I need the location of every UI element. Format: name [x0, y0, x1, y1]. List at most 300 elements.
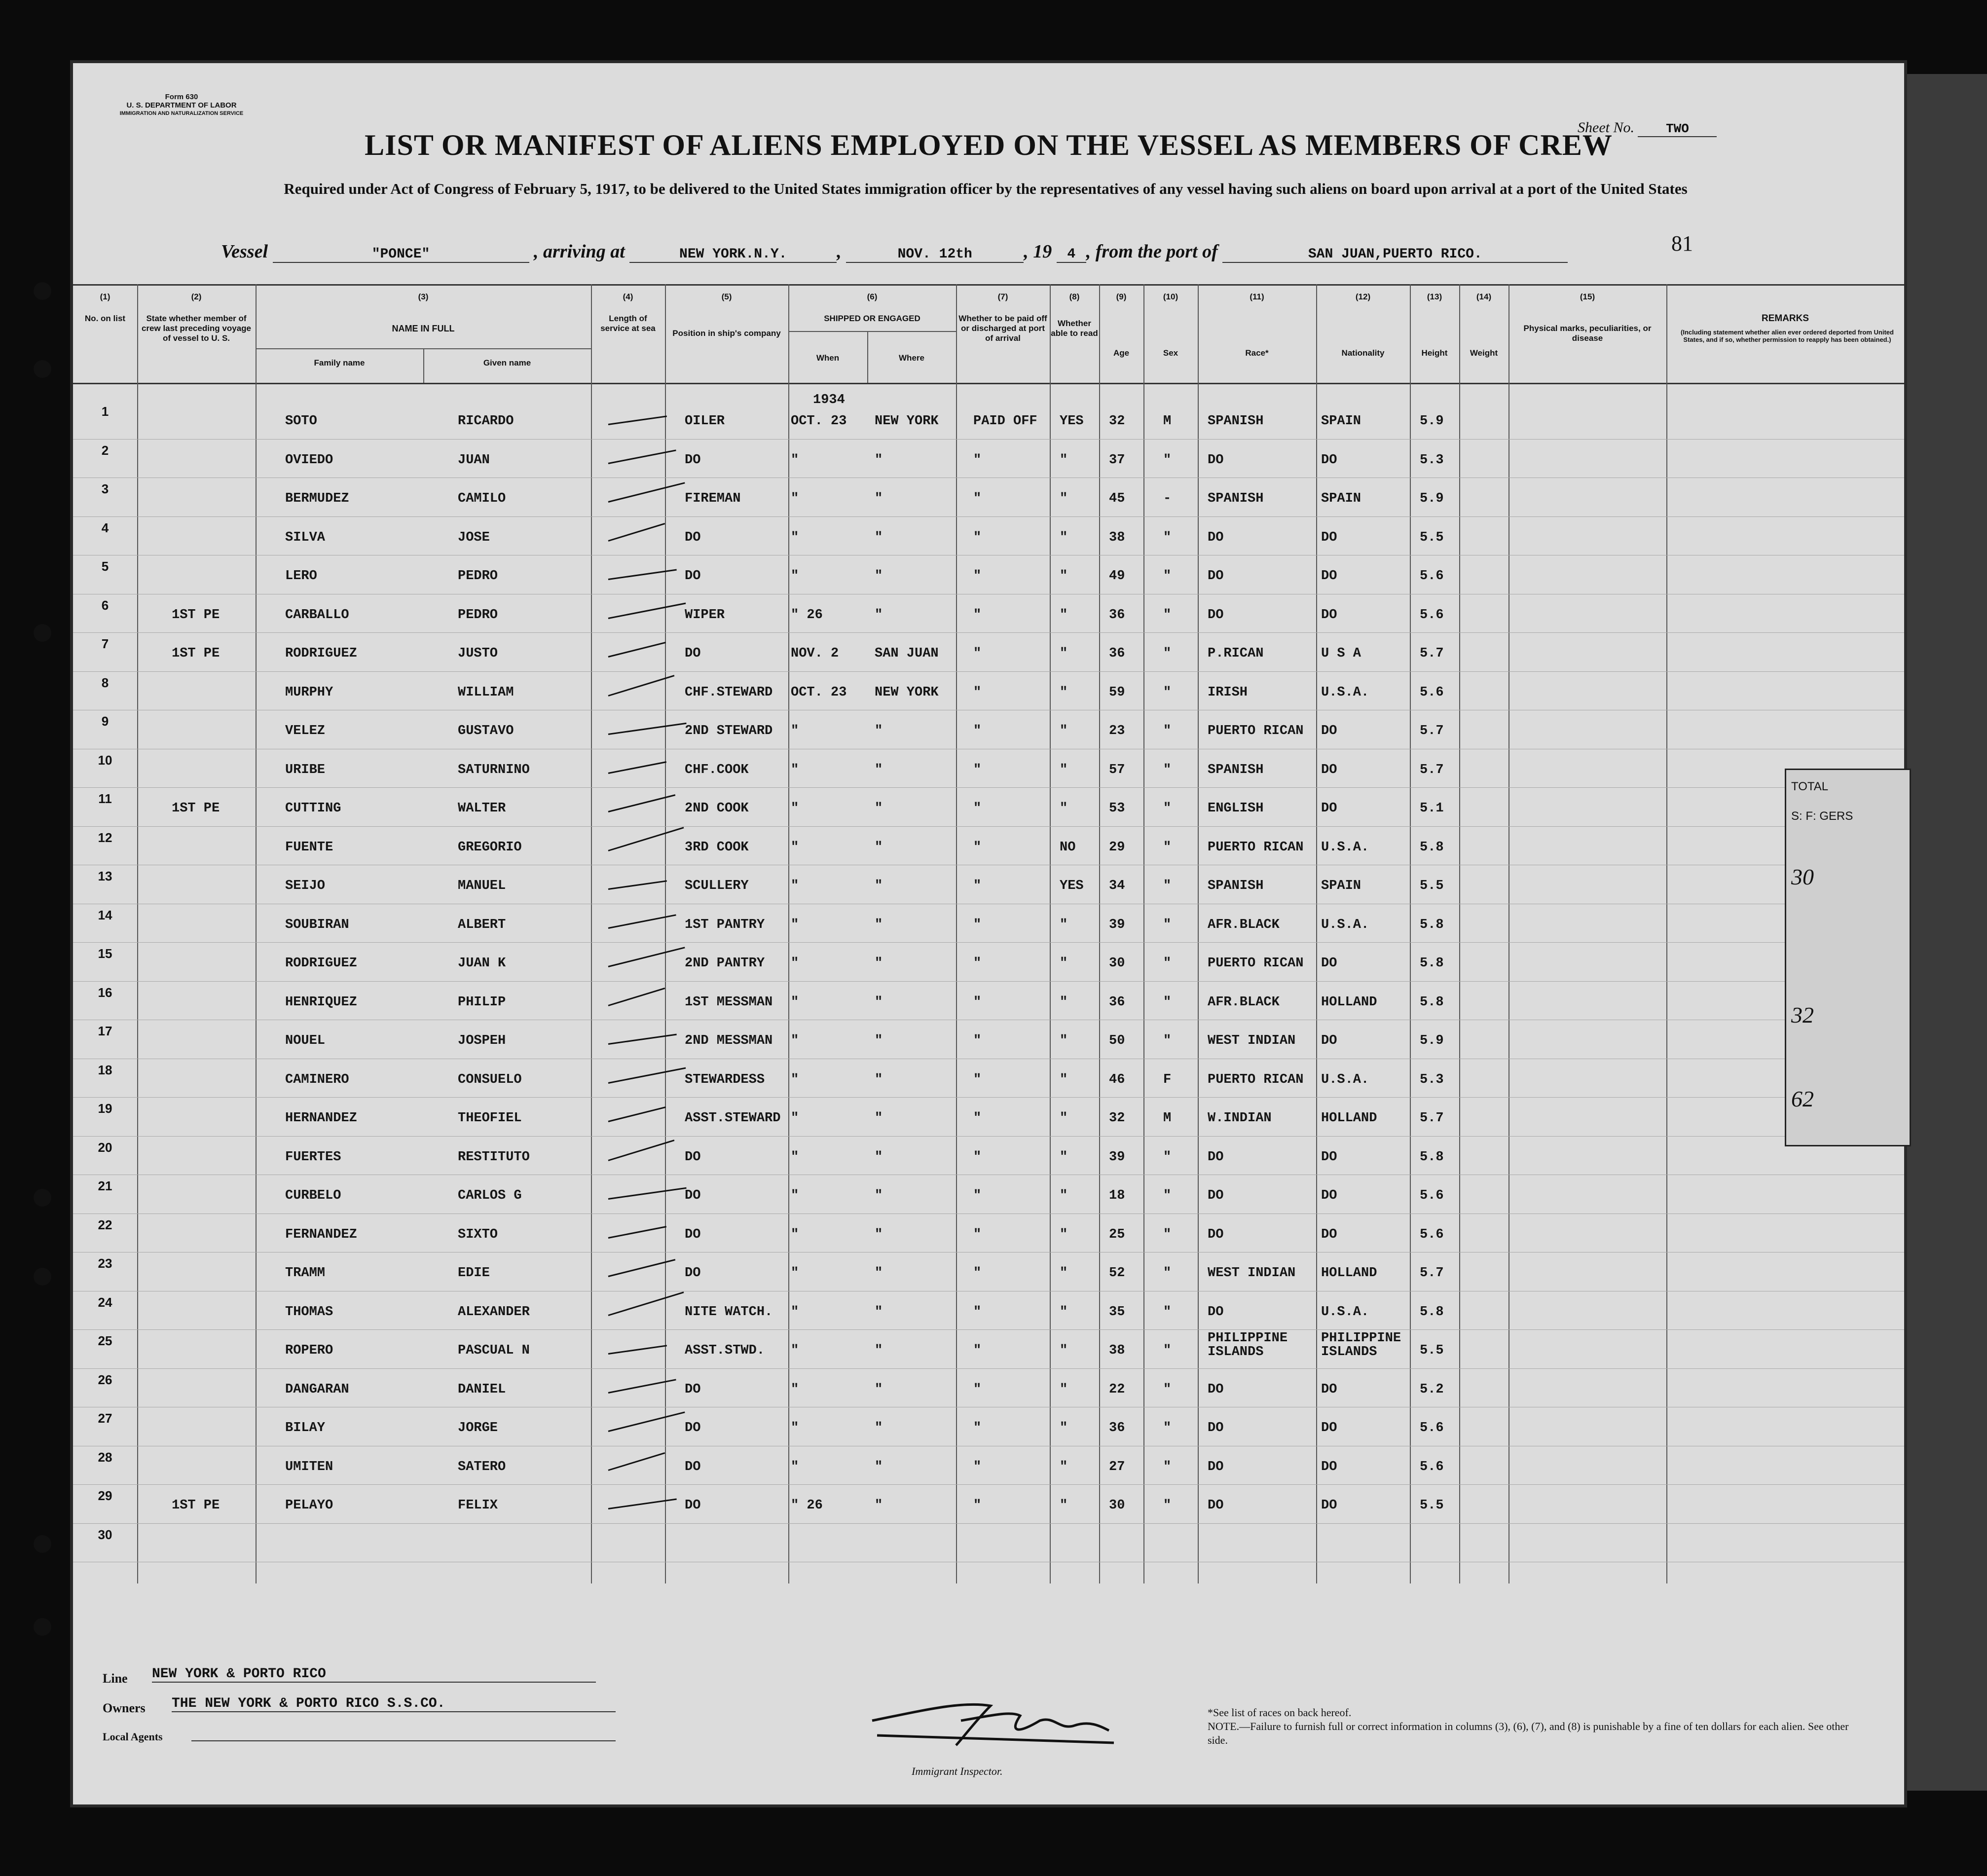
- age: 29: [1109, 840, 1125, 855]
- age: 36: [1109, 1421, 1125, 1435]
- position: 3RD COOK: [685, 840, 749, 855]
- column-number: (3): [418, 292, 429, 301]
- service-tick-mark: [608, 1345, 667, 1355]
- family-name: FUENTE: [285, 840, 333, 855]
- shipped-where: NEW YORK: [875, 414, 939, 429]
- line-label: Line: [103, 1671, 128, 1686]
- nationality: DO: [1321, 1459, 1337, 1474]
- family-name: SOTO: [285, 414, 317, 429]
- column-number: (4): [623, 292, 633, 301]
- shipped-where: ": [875, 530, 883, 545]
- shipped-when: NOV. 2: [791, 646, 839, 661]
- age: 50: [1109, 1033, 1125, 1048]
- shipped-when: ": [791, 762, 799, 777]
- service-tick-mark: [608, 1291, 684, 1316]
- shipped-where: ": [875, 1304, 883, 1320]
- able-to-read: ": [1060, 724, 1068, 738]
- paid-off: ": [973, 646, 982, 661]
- shipped-when: ": [791, 491, 799, 506]
- height: 5.5: [1420, 879, 1444, 893]
- family-name: SOUBIRAN: [285, 917, 349, 932]
- column-number: (9): [1116, 292, 1127, 301]
- table-row: [73, 787, 1904, 826]
- column-header-c6: SHIPPED OR ENGAGED: [824, 314, 920, 323]
- position: 1ST PANTRY: [685, 917, 765, 932]
- age: 57: [1109, 762, 1125, 777]
- age: 38: [1109, 1343, 1125, 1358]
- age: 53: [1109, 801, 1125, 816]
- department: U. S. DEPARTMENT OF LABOR: [126, 101, 237, 110]
- age: 45: [1109, 491, 1125, 506]
- given-name: SATURNINO: [458, 762, 530, 777]
- age: 27: [1109, 1459, 1125, 1474]
- service-tick-mark: [608, 522, 665, 541]
- column-number: (6): [867, 292, 878, 301]
- column-number: (12): [1355, 292, 1371, 301]
- nationality: SPAIN: [1321, 414, 1361, 429]
- able-to-read: ": [1060, 994, 1068, 1010]
- height: 5.9: [1420, 414, 1444, 429]
- shipped-where: ": [875, 1072, 883, 1087]
- row-number: 28: [98, 1449, 112, 1465]
- race: DO: [1208, 530, 1224, 545]
- note-penalty: NOTE.—Failure to furnish full or correct information in columns (3), (6), (7), and (8) is punishable by a fine of ten dollars for each alien. See other side.: [1208, 1720, 1849, 1746]
- height: 5.5: [1420, 530, 1444, 545]
- name-divider: [423, 348, 424, 383]
- form-header: [108, 93, 256, 118]
- paid-off: ": [973, 452, 982, 468]
- table-row: [73, 1214, 1904, 1252]
- column-header-c15: Physical marks, peculiarities, or disease: [1523, 324, 1652, 343]
- shipped-when: ": [791, 879, 799, 893]
- shipped-when: OCT. 23: [791, 414, 847, 429]
- position: DO: [685, 1149, 701, 1165]
- table-row: [73, 904, 1904, 943]
- able-to-read: ": [1060, 646, 1068, 661]
- owners-value: THE NEW YORK & PORTO RICO S.S.CO.: [172, 1696, 616, 1712]
- shipped-when: ": [791, 569, 799, 584]
- from-label: , from the port of: [1086, 241, 1218, 262]
- prev-voyage: 1ST PE: [172, 801, 220, 816]
- shipped-where: ": [875, 1033, 883, 1048]
- shipped-when: ": [791, 1382, 799, 1397]
- given-name: JUSTO: [458, 646, 498, 661]
- service-tick-mark: [608, 1187, 687, 1200]
- column-header-c5: Position in ship's company: [672, 329, 781, 338]
- prev-voyage: 1ST PE: [172, 646, 220, 661]
- box-label-gers: S: F: GERS: [1791, 809, 1853, 823]
- position: 2ND STEWARD: [685, 724, 773, 738]
- position: DO: [685, 1227, 701, 1242]
- sex: ": [1163, 569, 1172, 584]
- table-row: [73, 516, 1904, 555]
- race: DO: [1208, 607, 1224, 623]
- height: 5.6: [1420, 569, 1444, 584]
- agents-line: [191, 1740, 616, 1741]
- position: DO: [685, 1498, 701, 1513]
- page-title: LIST OR MANIFEST OF ALIENS EMPLOYED ON THE VESSEL AS MEMBERS OF CREW: [365, 129, 1613, 161]
- given-name: JOSE: [458, 530, 490, 545]
- able-to-read: ": [1060, 917, 1068, 932]
- able-to-read: ": [1060, 452, 1068, 468]
- shipped-when: ": [791, 1033, 799, 1048]
- height: 5.8: [1420, 994, 1444, 1010]
- column-header-c13: Height: [1421, 348, 1448, 358]
- row-number: 6: [101, 597, 109, 613]
- note-races: *See list of races on back hereof.: [1208, 1706, 1352, 1719]
- able-to-read: ": [1060, 1188, 1068, 1203]
- sex: ": [1163, 1304, 1172, 1320]
- nationality: U.S.A.: [1321, 685, 1369, 700]
- race: AFR.BLACK: [1208, 994, 1280, 1010]
- shipped-when: ": [791, 1343, 799, 1358]
- box-label-total: TOTAL: [1791, 780, 1829, 793]
- height: 5.6: [1420, 607, 1444, 623]
- shipped-where: SAN JUAN: [875, 646, 939, 661]
- race: PUERTO RICAN: [1208, 724, 1304, 738]
- position: 2ND PANTRY: [685, 956, 765, 971]
- sex: ": [1163, 607, 1172, 623]
- able-to-read: ": [1060, 1343, 1068, 1358]
- age: 49: [1109, 569, 1125, 584]
- shipped-when: ": [791, 1227, 799, 1242]
- paid-off: ": [973, 917, 982, 932]
- height: 5.3: [1420, 1072, 1444, 1087]
- table-row: [73, 1136, 1904, 1175]
- height: 5.8: [1420, 917, 1444, 932]
- table-row: [73, 981, 1904, 1020]
- able-to-read: ": [1060, 1304, 1068, 1320]
- column-header-c9: Age: [1113, 348, 1130, 358]
- shipped-when: ": [791, 1459, 799, 1474]
- family-name: CARBALLO: [285, 607, 349, 623]
- position: DO: [685, 1382, 701, 1397]
- position: STEWARDESS: [685, 1072, 765, 1087]
- age: 25: [1109, 1227, 1125, 1242]
- family-name: DANGARAN: [285, 1382, 349, 1397]
- punch-hole: [34, 1618, 51, 1636]
- sex: M: [1163, 414, 1172, 429]
- given-name: JUAN K: [458, 956, 506, 971]
- height: 5.5: [1420, 1343, 1444, 1358]
- nationality: HOLLAND: [1321, 994, 1377, 1010]
- row-number: 4: [101, 520, 109, 535]
- given-name: RICARDO: [458, 414, 514, 429]
- column-header-c3: NAME IN FULL: [392, 324, 455, 333]
- row-number: 27: [98, 1411, 112, 1426]
- able-to-read: NO: [1060, 840, 1076, 855]
- paid-off: ": [973, 685, 982, 700]
- given-name: GUSTAVO: [458, 724, 514, 738]
- shipped-where: ": [875, 1382, 883, 1397]
- shipped-where: ": [875, 569, 883, 584]
- year-prefix: , 19: [1024, 241, 1052, 262]
- nationality: DO: [1321, 452, 1337, 468]
- service-tick-mark: [608, 1499, 677, 1509]
- shipped-when: ": [791, 452, 799, 468]
- sex: ": [1163, 879, 1172, 893]
- sex: ": [1163, 1421, 1172, 1435]
- sex: ": [1163, 1382, 1172, 1397]
- shipped-when: " 26: [791, 1498, 823, 1513]
- shipped-where: ": [875, 994, 883, 1010]
- row-number: 16: [98, 985, 112, 1000]
- sex: M: [1163, 1111, 1172, 1126]
- race: DO: [1208, 1421, 1224, 1435]
- given-name-header: Given name: [483, 358, 531, 368]
- row-number: 15: [98, 946, 112, 961]
- column-header-c2: State whether member of crew last preceding voyage of vessel to U. S.: [141, 314, 252, 343]
- given-name: ALBERT: [458, 917, 506, 932]
- height: 5.7: [1420, 1111, 1444, 1126]
- given-name: SATERO: [458, 1459, 506, 1474]
- service-tick-mark: [608, 1259, 676, 1277]
- able-to-read: ": [1060, 1227, 1068, 1242]
- able-to-read: YES: [1060, 879, 1084, 893]
- family-name: OVIEDO: [285, 452, 333, 468]
- service-tick-mark: [608, 449, 676, 464]
- owners-label: Owners: [103, 1701, 146, 1715]
- given-name: WALTER: [458, 801, 506, 816]
- paid-off: ": [973, 1227, 982, 1242]
- height: 5.7: [1420, 1266, 1444, 1281]
- height: 5.8: [1420, 956, 1444, 971]
- stamp-number: 81: [1671, 231, 1693, 256]
- shipped-when: ": [791, 1111, 799, 1126]
- position: DO: [685, 1188, 701, 1203]
- race: DO: [1208, 1149, 1224, 1165]
- family-name: ROPERO: [285, 1343, 333, 1358]
- family-name: HERNANDEZ: [285, 1111, 357, 1126]
- sex: ": [1163, 762, 1172, 777]
- age: 59: [1109, 685, 1125, 700]
- shipped-when: ": [791, 994, 799, 1010]
- shipped-where: ": [875, 1266, 883, 1281]
- height: 5.7: [1420, 762, 1444, 777]
- height: 5.2: [1420, 1382, 1444, 1397]
- service-tick-mark: [608, 602, 686, 619]
- race: PHILIPPINE ISLANDS: [1208, 1331, 1288, 1360]
- table-row: [73, 400, 1904, 439]
- race: SPANISH: [1208, 879, 1264, 893]
- sex: ": [1163, 724, 1172, 738]
- given-name: MANUEL: [458, 879, 506, 893]
- family-name: FERNANDEZ: [285, 1227, 357, 1242]
- nationality: DO: [1321, 724, 1337, 738]
- nationality: DO: [1321, 1033, 1337, 1048]
- given-name: FELIX: [458, 1498, 498, 1513]
- given-name: WILLIAM: [458, 685, 514, 700]
- table-row: [73, 1368, 1904, 1407]
- service-tick-mark: [608, 987, 665, 1006]
- position: DO: [685, 646, 701, 661]
- height: 5.9: [1420, 491, 1444, 506]
- race: DO: [1208, 1188, 1224, 1203]
- manifest-sheet: [73, 63, 1904, 1804]
- sex: ": [1163, 994, 1172, 1010]
- nationality: U.S.A.: [1321, 917, 1369, 932]
- race: WEST INDIAN: [1208, 1266, 1296, 1281]
- family-name: UMITEN: [285, 1459, 333, 1474]
- able-to-read: ": [1060, 801, 1068, 816]
- given-name: SIXTO: [458, 1227, 498, 1242]
- sex: ": [1163, 917, 1172, 932]
- sex: ": [1163, 1459, 1172, 1474]
- column-number: (7): [997, 292, 1008, 301]
- race: DO: [1208, 1227, 1224, 1242]
- nationality: DO: [1321, 956, 1337, 971]
- able-to-read: ": [1060, 1266, 1068, 1281]
- nationality: DO: [1321, 1421, 1337, 1435]
- nationality: U.S.A.: [1321, 1304, 1369, 1320]
- age: 23: [1109, 724, 1125, 738]
- row-number: 13: [98, 869, 112, 883]
- height: 5.8: [1420, 840, 1444, 855]
- shipped-when: ": [791, 956, 799, 971]
- service-tick-mark: [608, 914, 676, 929]
- nationality: DO: [1321, 1188, 1337, 1203]
- service-tick-mark: [608, 1106, 666, 1122]
- race: SPANISH: [1208, 762, 1264, 777]
- given-name: PEDRO: [458, 607, 498, 623]
- position: CHF.STEWARD: [685, 685, 773, 700]
- race: PUERTO RICAN: [1208, 1072, 1304, 1087]
- shipped-where: ": [875, 607, 883, 623]
- shipped-where: ": [875, 1149, 883, 1165]
- crew-table: [73, 284, 1904, 1652]
- shipped-sub-border: [788, 331, 956, 332]
- row-number: 5: [101, 559, 109, 574]
- given-name: DANIEL: [458, 1382, 506, 1397]
- nationality: DO: [1321, 569, 1337, 584]
- sex: ": [1163, 1343, 1172, 1358]
- row-number: 25: [98, 1333, 112, 1348]
- service-tick-mark: [608, 947, 685, 967]
- arrival-date: NOV. 12th: [846, 247, 1024, 263]
- row-number: 11: [98, 791, 112, 806]
- position: ASST.STWD.: [685, 1343, 765, 1358]
- nationality: DO: [1321, 1227, 1337, 1242]
- age: 36: [1109, 607, 1125, 623]
- able-to-read: YES: [1060, 414, 1084, 429]
- given-name: JORGE: [458, 1421, 498, 1435]
- shipped-when: " 26: [791, 607, 823, 623]
- column-number: (14): [1476, 292, 1492, 301]
- table-row: [73, 826, 1904, 865]
- age: 30: [1109, 956, 1125, 971]
- shipped-when: ": [791, 1421, 799, 1435]
- nationality: DO: [1321, 762, 1337, 777]
- column-number: (1): [100, 292, 110, 301]
- position: DO: [685, 569, 701, 584]
- shipped-where: ": [875, 1227, 883, 1242]
- row-number: 9: [101, 714, 109, 729]
- column-header-c1: No. on list: [84, 314, 126, 323]
- age: 35: [1109, 1304, 1125, 1320]
- given-name: RESTITUTO: [458, 1149, 530, 1165]
- height: 5.1: [1420, 801, 1444, 816]
- able-to-read: ": [1060, 1033, 1068, 1048]
- shipped-where: ": [875, 879, 883, 893]
- paid-off: ": [973, 1033, 982, 1048]
- able-to-read: ": [1060, 1111, 1068, 1126]
- sex: ": [1163, 1266, 1172, 1281]
- shipped-where: ": [875, 452, 883, 468]
- sex: ": [1163, 1033, 1172, 1048]
- race: DO: [1208, 1304, 1224, 1320]
- prev-voyage: 1ST PE: [172, 1498, 220, 1513]
- paid-off: ": [973, 724, 982, 738]
- position: DO: [685, 1266, 701, 1281]
- given-name: THEOFIEL: [458, 1111, 522, 1126]
- position: NITE WATCH.: [685, 1304, 773, 1320]
- shipped-when: ": [791, 917, 799, 932]
- shipped-when: ": [791, 801, 799, 816]
- paid-off: ": [973, 1266, 982, 1281]
- row-number: 18: [98, 1062, 112, 1077]
- paid-off: ": [973, 1072, 982, 1087]
- shipped-where: ": [875, 491, 883, 506]
- height: 5.6: [1420, 1227, 1444, 1242]
- vessel-line: Vessel "PONCE" , arriving at NEW YORK.N.Y. , NOV. 12th , 19 4 , from the port of SAN JUAN,PUERTO RICO.: [221, 241, 1849, 270]
- vessel-label: Vessel: [221, 241, 268, 262]
- family-name-header: Family name: [314, 358, 365, 368]
- age: 32: [1109, 1111, 1125, 1126]
- position: WIPER: [685, 607, 725, 623]
- shipped-when: ": [791, 1188, 799, 1203]
- race: ENGLISH: [1208, 801, 1264, 816]
- table-row: [73, 865, 1904, 904]
- position: DO: [685, 452, 701, 468]
- sex: ": [1163, 956, 1172, 971]
- service-tick-mark: [608, 1067, 686, 1083]
- table-row: [73, 710, 1904, 749]
- given-name: GREGORIO: [458, 840, 522, 855]
- able-to-read: ": [1060, 762, 1068, 777]
- service-tick-mark: [608, 1379, 676, 1394]
- family-name: LERO: [285, 569, 317, 584]
- able-to-read: ": [1060, 491, 1068, 506]
- position: 2ND MESSMAN: [685, 1033, 773, 1048]
- column-number: (13): [1427, 292, 1442, 301]
- shipped-where: ": [875, 1421, 883, 1435]
- table-row: [73, 632, 1904, 671]
- service-tick-mark: [608, 880, 667, 890]
- family-name: NOUEL: [285, 1033, 326, 1048]
- column-header-c14: Weight: [1470, 348, 1498, 358]
- table-row: [73, 1175, 1904, 1214]
- service-tick-mark: [608, 1034, 677, 1045]
- shipped-when: ": [791, 1304, 799, 1320]
- column-header-c10: Sex: [1163, 348, 1178, 358]
- from-port: SAN JUAN,PUERTO RICO.: [1222, 247, 1568, 263]
- service-tick-mark: [608, 1452, 665, 1471]
- shipped-where: ": [875, 801, 883, 816]
- height: 5.6: [1420, 685, 1444, 700]
- paid-off: ": [973, 801, 982, 816]
- service-tick-mark: [608, 723, 687, 735]
- nationality: HOLLAND: [1321, 1266, 1377, 1281]
- family-name: HENRIQUEZ: [285, 994, 357, 1010]
- race: P.RICAN: [1208, 646, 1264, 661]
- column-header-c7: Whether to be paid off or discharged at port of arrival: [958, 314, 1047, 343]
- sheet-value: TWO: [1638, 121, 1717, 137]
- row-number: 17: [98, 1024, 112, 1038]
- position: ASST.STEWARD: [685, 1111, 781, 1126]
- nationality: HOLLAND: [1321, 1111, 1377, 1126]
- age: 46: [1109, 1072, 1125, 1087]
- height: 5.8: [1420, 1304, 1444, 1320]
